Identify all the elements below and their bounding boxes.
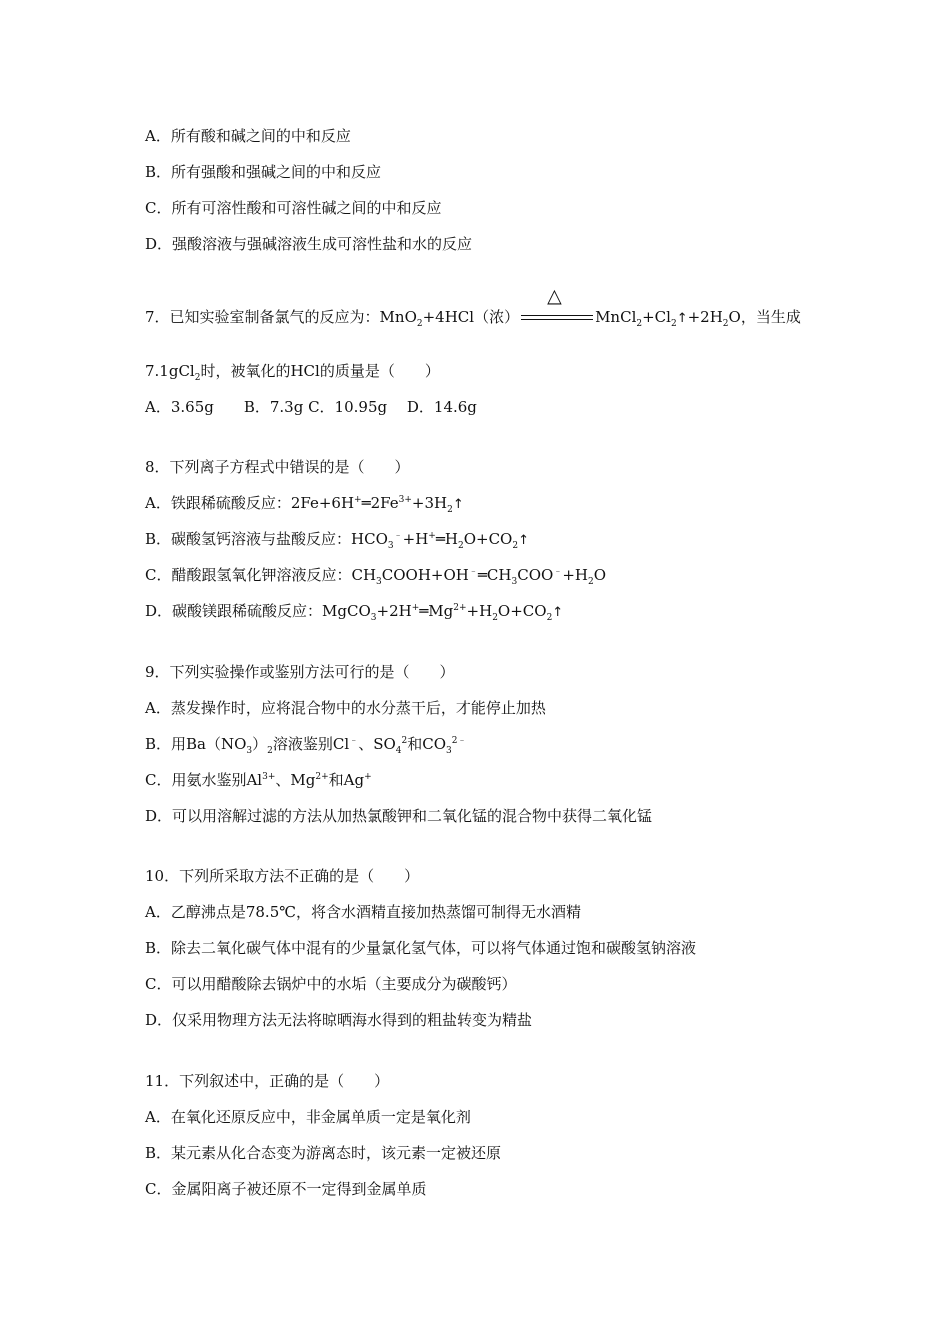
- gas-arrow-icon: ↑: [452, 497, 464, 512]
- q7-options: A．3.65g B．7.3g C．10.95g D．14.6g: [145, 398, 477, 416]
- q8-option-c: C．醋酸跟氢氧化钾溶液反应：$CH_3COOH+OH^﹣═CH_3COO^﹣+H_2O$: [145, 566, 607, 587]
- q9-stem: 9．下列实验操作或鉴别方法可行的是（ ）: [145, 663, 455, 681]
- q8-option-d: D．碳酸镁跟稀硫酸反应：$MgCO_3+2H^+═Mg^{2+}+H_2O+CO_2↑$: [145, 602, 564, 623]
- q9-option-a: A．蒸发操作时，应将混合物中的水分蒸干后，才能停止加热: [145, 699, 546, 717]
- delta-heat-icon: △: [547, 285, 562, 307]
- gas-arrow-icon: ↑: [518, 533, 529, 548]
- gas-arrow-icon: ↑: [676, 311, 688, 326]
- q7-stem-line2: 7.1gCl$_2$时，被氧化的HCl的质量是（ ）: [145, 362, 440, 383]
- q10-stem: 10．下列所采取方法不正确的是（ ）: [145, 867, 420, 885]
- q11-option-b: B．某元素从化合态变为游离态时，该元素一定被还原: [145, 1144, 502, 1162]
- q7-stem-line1: 7．已知实验室制备氯气的反应为：MnO$_2$+4HCl（浓） △ $MnCl_2+Cl_2↑+2H_2O$，当生成: [145, 285, 801, 329]
- q8-option-b: B．碳酸氢钙溶液与盐酸反应：$HCO_3^﹣+H^+═H_2O+CO_2↑$: [145, 530, 529, 551]
- q7-text: 7．已知实验室制备氯气的反应为：MnO: [145, 308, 417, 326]
- q11-option-a: A．在氧化还原反应中，非金属单质一定是氧化剂: [145, 1108, 471, 1126]
- q10-option-a: A．乙醇沸点是78.5℃，将含水酒精直接加热蒸馏可制得无水酒精: [145, 903, 582, 921]
- q6-option-a: A．所有酸和碱之间的中和反应: [145, 127, 351, 145]
- gas-arrow-icon: ↑: [552, 605, 564, 620]
- q10-option-c: C．可以用醋酸除去锅炉中的水垢（主要成分为碳酸钙）: [145, 975, 517, 993]
- q6-option-b: B．所有强酸和强碱之间的中和反应: [145, 163, 382, 181]
- heat-equals-sign: [519, 285, 595, 328]
- q6-option-c: C．所有可溶性酸和可溶性碱之间的中和反应: [145, 199, 442, 217]
- q9-option-c: C．用氨水鉴别$Al^{3+}$、$Mg^{2+}$和Ag+: [145, 771, 372, 789]
- q11-option-c: C．金属阳离子被还原不一定得到金属单质: [145, 1180, 427, 1198]
- q9-option-b: B．用$Ba(NO_3)_2$溶液鉴别Cl﹣、$SO_4^2$和$CO_3^{2﹣}$: [145, 735, 467, 756]
- q10-option-d: D．仅采用物理方法无法将晾晒海水得到的粗盐转变为精盐: [145, 1011, 533, 1029]
- q8-option-a: A．铁跟稀硫酸反应：$2Fe+6H^+═2Fe^{3+}+3H_2↑$: [145, 494, 464, 515]
- q8-stem: 8．下列离子方程式中错误的是（ ）: [145, 458, 410, 476]
- q6-option-d: D．强酸溶液与强碱溶液生成可溶性盐和水的反应: [145, 235, 473, 253]
- q10-option-b: B．除去二氧化碳气体中混有的少量氯化氢气体，可以将气体通过饱和碳酸氢钠溶液: [145, 939, 697, 957]
- q9-option-d: D．可以用溶解过滤的方法从加热氯酸钾和二氧化锰的混合物中获得二氧化锰: [145, 807, 653, 825]
- q11-stem: 11．下列叙述中，正确的是（ ）: [145, 1072, 390, 1090]
